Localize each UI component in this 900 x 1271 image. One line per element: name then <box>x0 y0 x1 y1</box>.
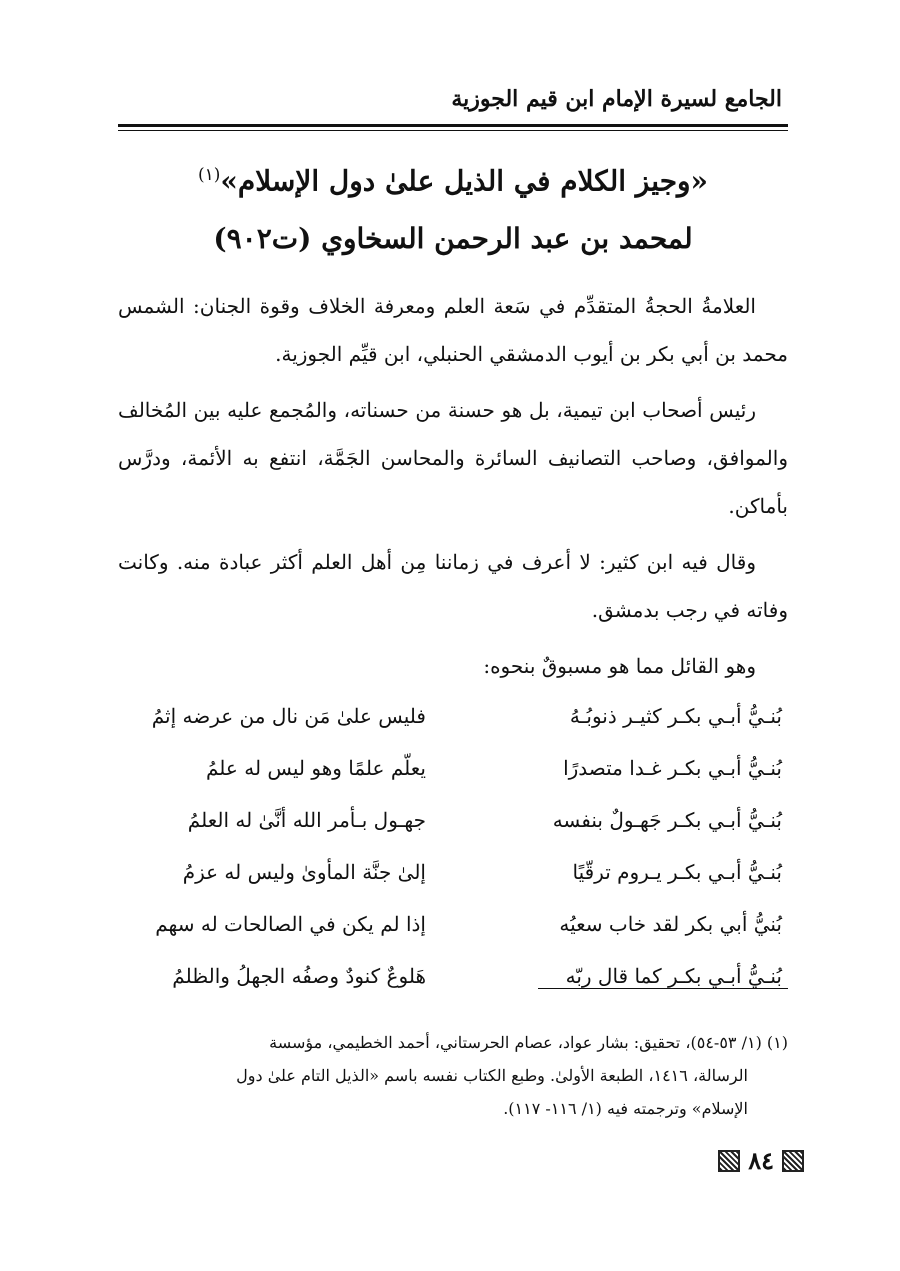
poem-verse <box>118 950 788 1002</box>
poem-verse <box>118 794 788 846</box>
verse-first-hemistich: بُنـيُّ أبـي بكـر يـروم ترقّيًا <box>572 860 782 884</box>
body-text <box>118 282 788 698</box>
verse-second-hemistich: جهـول بـأمر الله أنَّىٰ له العلمُ <box>187 808 426 832</box>
running-header: الجامع لسيرة الإمام ابن قيم الجوزية <box>451 86 782 112</box>
verse-first-hemistich: بُنـيُّ أبـي بكـر جَهـولٌ بنفسه <box>552 808 782 832</box>
paragraph-4: وهو القائل مما هو مسبوقٌ بنحوه: <box>483 654 756 678</box>
poem-verse <box>118 898 788 950</box>
ornament-icon <box>718 1150 740 1172</box>
ornament-icon <box>782 1150 804 1172</box>
footnote-marker: (١) <box>197 165 221 185</box>
title-line-1-text: «وجيز الكلام في الذيل علىٰ دول الإسلام» <box>220 164 709 198</box>
poem <box>118 690 788 1002</box>
footnote-separator <box>538 988 788 989</box>
verse-first-hemistich: بُنـيُّ أبـي بكـر كثيـر ذنوبُـهُ <box>569 704 782 728</box>
header-rule-thin <box>118 130 788 131</box>
footnote-line-3: الإسلام» وترجمته فيه (١/ ١١٦- ١١٧). <box>503 1099 748 1118</box>
footnote-line-2: الرسالة، ١٤١٦، الطبعة الأولىٰ. وطبع الكتاب نفسه باسم «الذيل التام علىٰ دول <box>236 1066 748 1085</box>
footnote-line-1: (١) (١/ ٥٣-٥٤)، تحقيق: بشار عواد، عصام الحرستاني، أحمد الخطيمي، مؤسسة <box>269 1033 788 1052</box>
title-line-2: لمحمد بن عبد الرحمن السخاوي (ت٩٠٢) <box>213 222 693 256</box>
header-rule-thick <box>118 124 788 127</box>
verse-second-hemistich: فليس علىٰ مَن نال من عرضه إثمُ <box>151 704 426 728</box>
footnote <box>118 1026 788 1125</box>
title-line-1 <box>118 146 788 210</box>
verse-second-hemistich: يعلّم علمًا وهو ليس له علمُ <box>206 756 426 780</box>
paragraph-3: وقال فيه ابن كثير: لا أعرف في زماننا مِن أهل العلم أكثر عبادة منه. وكانت وفاته في رجب بدمشق. <box>118 550 788 622</box>
verse-first-hemistich: بُنيُّ أبي بكر لقد خاب سعيُه <box>559 912 782 936</box>
section-title <box>118 146 788 268</box>
verse-second-hemistich: هَلوعٌ كنودٌ وصفُه الجهلُ والظلمُ <box>172 964 426 988</box>
verse-first-hemistich: بُنـيُّ أبـي بكـر غـدا متصدرًا <box>563 756 782 780</box>
poem-verse <box>118 690 788 742</box>
page-number: ٨٤ <box>748 1146 774 1175</box>
page-folio <box>718 1146 804 1175</box>
poem-verse <box>118 846 788 898</box>
poem-verse <box>118 742 788 794</box>
verse-first-hemistich: بُنـيُّ أبـي بكـر كما قال ربّه <box>565 964 782 988</box>
paragraph-2: رئيس أصحاب ابن تيمية، بل هو حسنة من حسناته، والمُجمع عليه بين المُخالف والموافق، وصاحب التصانيف السائرة والمحاسن الجَمَّة، انتفع به الأئمة، ودرَّس بأماكن. <box>118 398 788 518</box>
verse-second-hemistich: إلىٰ جنَّة المأوىٰ وليس له عزمُ <box>182 860 426 884</box>
verse-second-hemistich: إذا لم يكن في الصالحات له سهم <box>155 912 426 936</box>
paragraph-1: العلامةُ الحجةُ المتقدِّم في سَعة العلم ومعرفة الخلاف وقوة الجنان: الشمس محمد بن أبي بكر بن أيوب الدمشقي الحنبلي، ابن قيِّم الجوزية. <box>118 294 788 366</box>
